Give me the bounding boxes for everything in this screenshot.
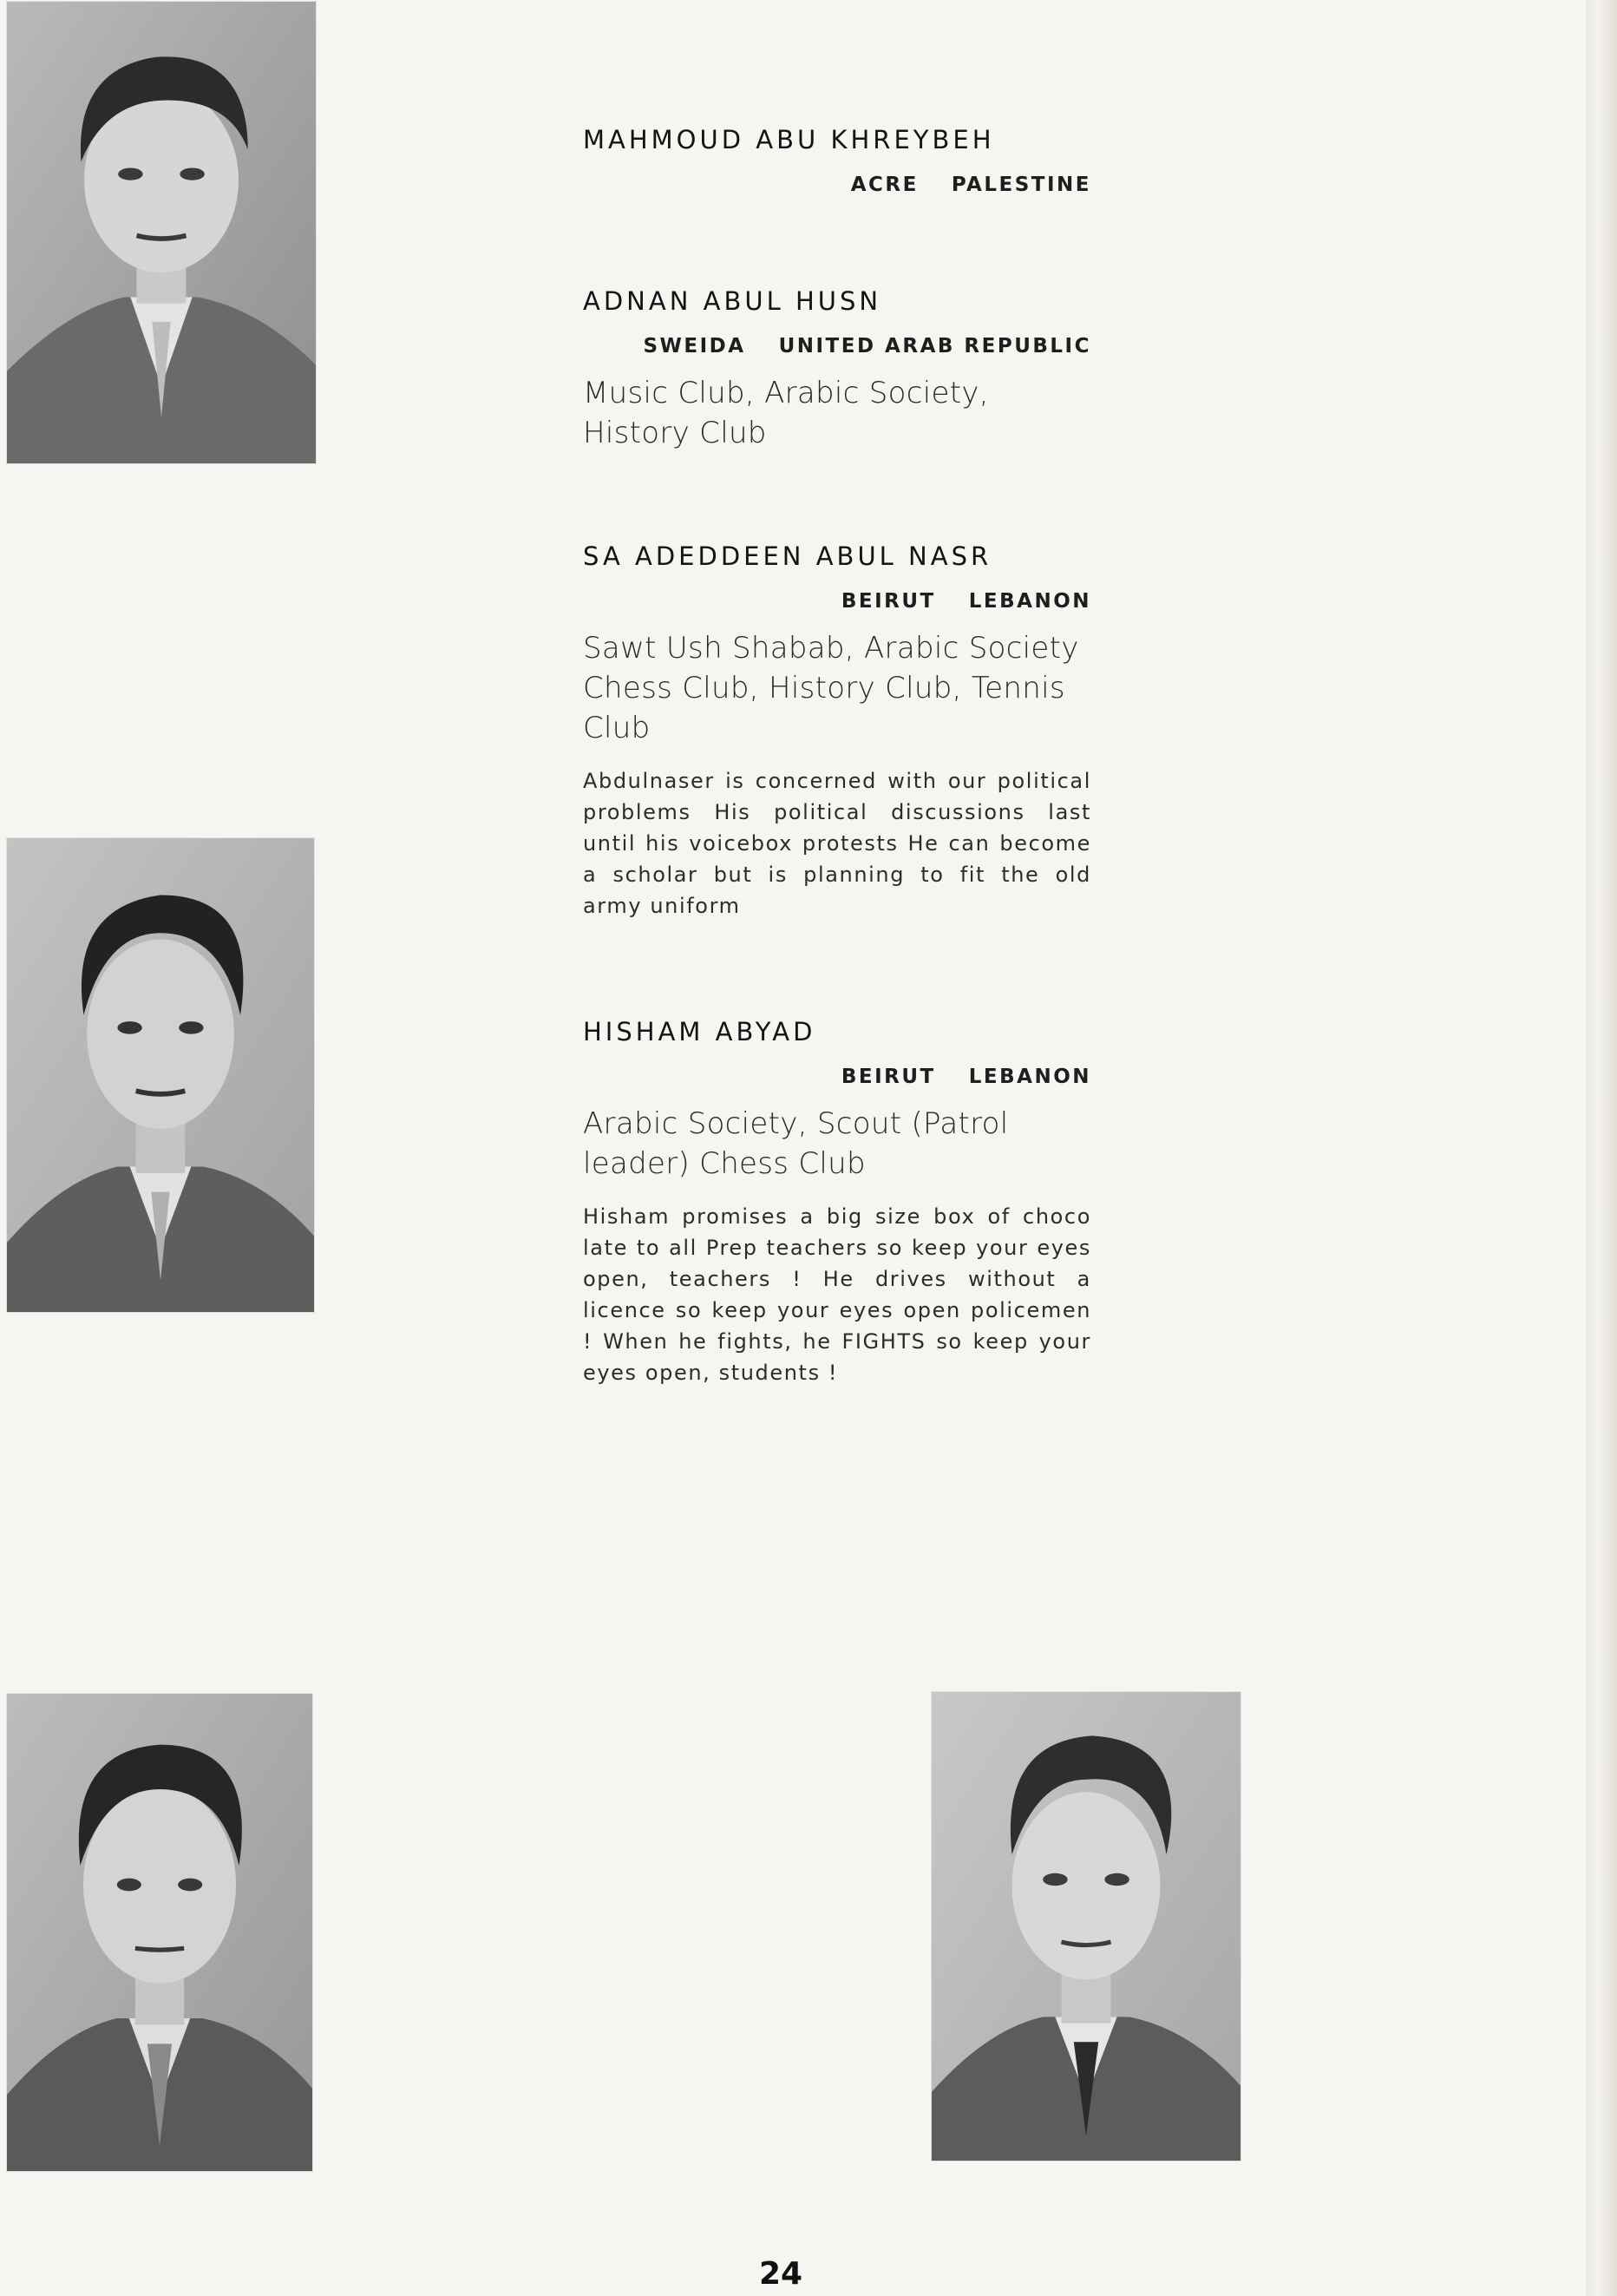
student-country: LEBANON <box>968 590 1091 613</box>
student-clubs: Arabic Society, Scout (Patrol leader) Chess Club <box>583 1106 1009 1181</box>
student-town: ACRE <box>850 174 919 196</box>
portrait-photo-3 <box>7 1694 312 2171</box>
entry-mahmoud-abu-khreybeh <box>583 125 1091 196</box>
student-name: ADNAN ABUL HUSN <box>583 286 882 316</box>
student-clubs: Sawt Ush Shabab, Arabic Society Chess Club, History Club, Tennis Club <box>583 631 1079 745</box>
portrait-photo-1 <box>7 2 316 463</box>
page-number: 24 <box>758 2256 803 2292</box>
student-name: MAHMOUD ABU KHREYBEH <box>583 125 995 154</box>
student-origin <box>583 335 1091 358</box>
student-name: SA ADEDDEEN ABUL NASR <box>583 541 992 571</box>
student-clubs: Music Club, Arabic Society, History Club <box>583 376 989 450</box>
student-origin <box>583 174 1091 196</box>
student-country: PALESTINE <box>951 174 1091 196</box>
student-town: SWEIDA <box>643 335 746 358</box>
entry-adnan-abul-husn <box>583 286 1091 453</box>
entry-saadeddeen-abul-nasr <box>583 541 1091 922</box>
student-country: UNITED ARAB REPUBLIC <box>778 335 1091 358</box>
student-name: HISHAM ABYAD <box>583 1017 816 1046</box>
portrait-photo-2 <box>7 838 314 1312</box>
student-origin <box>583 1066 1091 1088</box>
entry-hisham-abyad <box>583 1017 1091 1388</box>
student-origin <box>583 590 1091 613</box>
student-bio: Hisham promises a big size box of choco late to all Prep teachers so keep your eyes open, teachers ! He drives without a licence so keep your eyes open policemen ! When he fights, he FIGHTS so keep your eyes open, students ! <box>583 1204 1091 1385</box>
student-town: BEIRUT <box>841 590 936 613</box>
page-edge <box>1586 0 1617 2296</box>
student-town: BEIRUT <box>841 1066 936 1088</box>
student-country: LEBANON <box>968 1066 1091 1088</box>
portrait-photo-4 <box>932 1692 1241 2161</box>
student-bio: Abdulnaser is concerned with our political problems His political discussions last until his voicebox protests He can become a scholar but is planning to fit the old army uniform <box>583 769 1091 918</box>
